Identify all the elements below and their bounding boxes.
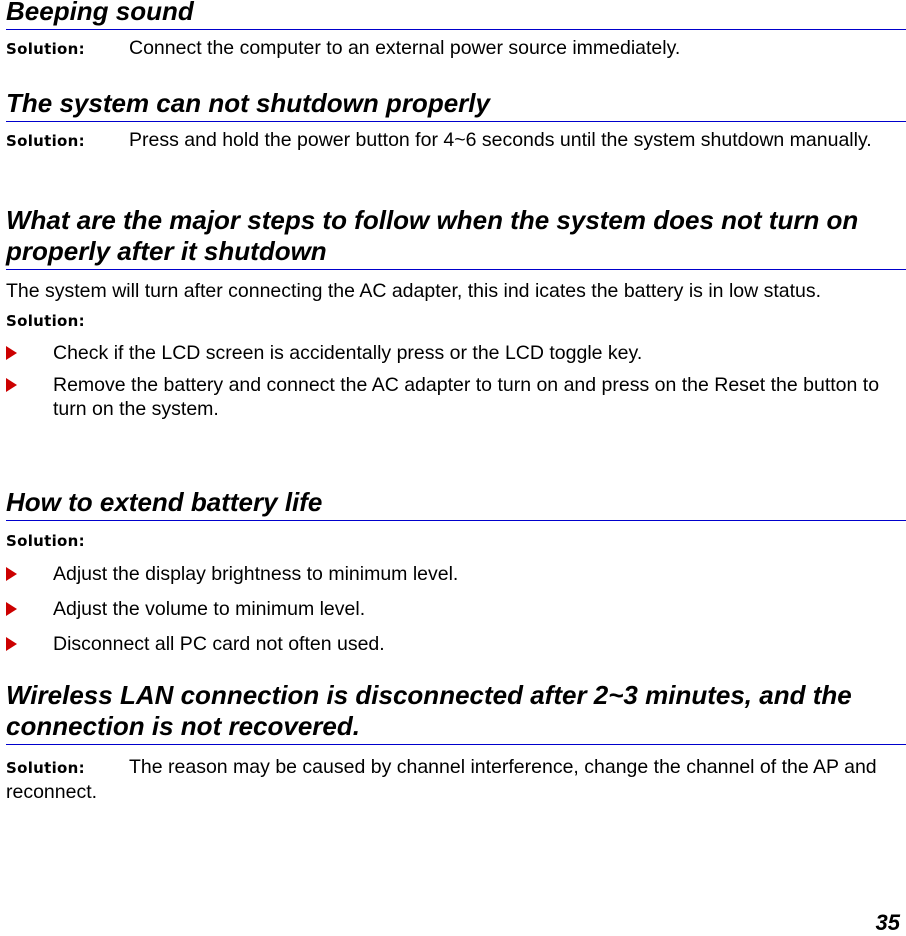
list-item-text: Check if the LCD screen is accidentally press or the LCD toggle key.: [53, 342, 643, 364]
list-item-text: Adjust the volume to minimum level.: [53, 598, 366, 620]
solution-label: Solution:: [6, 312, 85, 330]
solution-label: Solution:: [6, 759, 85, 777]
list-item: [6, 597, 906, 621]
list-item: [6, 562, 906, 586]
solution-label: Solution:: [6, 40, 85, 58]
section-heading: Wireless LAN connection is disconnected after 2~3 minutes, and the connection is not recovered.: [6, 680, 906, 745]
solution-text: The reason may be caused by channel interference, change the channel of the AP and reconnect.: [6, 756, 877, 803]
list-item: [6, 632, 906, 656]
solution-paragraph: [6, 36, 906, 61]
red-triangle-bullet-icon: [6, 378, 17, 392]
section-heading: Beeping sound: [6, 0, 906, 30]
list-item: [6, 341, 906, 365]
red-triangle-bullet-icon: [6, 637, 17, 651]
section-heading: How to extend battery life: [6, 487, 906, 521]
section-beeping-sound: [6, 0, 906, 61]
solution-bullet-list: [6, 562, 906, 656]
solution-paragraph: [6, 128, 906, 153]
list-item-text: Disconnect all PC card not often used.: [53, 633, 385, 655]
list-item: [6, 373, 906, 421]
intro-text: The system will turn after connecting the AC adapter, this ind icates the battery is in low status.: [6, 280, 822, 302]
section-wireless-lan: [6, 680, 906, 804]
red-triangle-bullet-icon: [6, 567, 17, 581]
red-triangle-bullet-icon: [6, 346, 17, 360]
solution-label: Solution:: [6, 532, 85, 550]
list-item-text: Adjust the display brightness to minimum level.: [53, 563, 459, 585]
section-heading: The system can not shutdown properly: [6, 88, 906, 122]
solution-text: Press and hold the power button for 4~6 seconds until the system shutdown manually.: [129, 129, 872, 151]
section-heading: What are the major steps to follow when the system does not turn on properly after it shutdown: [6, 205, 906, 270]
section-power-on-steps: [6, 205, 906, 421]
section-battery-life: [6, 487, 906, 656]
solution-paragraph: [6, 755, 906, 804]
page-number: 35: [875, 910, 900, 935]
solution-label: Solution:: [6, 132, 85, 150]
section-shutdown: [6, 88, 906, 153]
list-item-text: Remove the battery and connect the AC adapter to turn on and press on the Reset the button to turn on the system.: [53, 374, 880, 420]
solution-bullet-list: [6, 341, 906, 421]
solution-text: Connect the computer to an external power source immediately.: [129, 37, 681, 59]
red-triangle-bullet-icon: [6, 602, 17, 616]
